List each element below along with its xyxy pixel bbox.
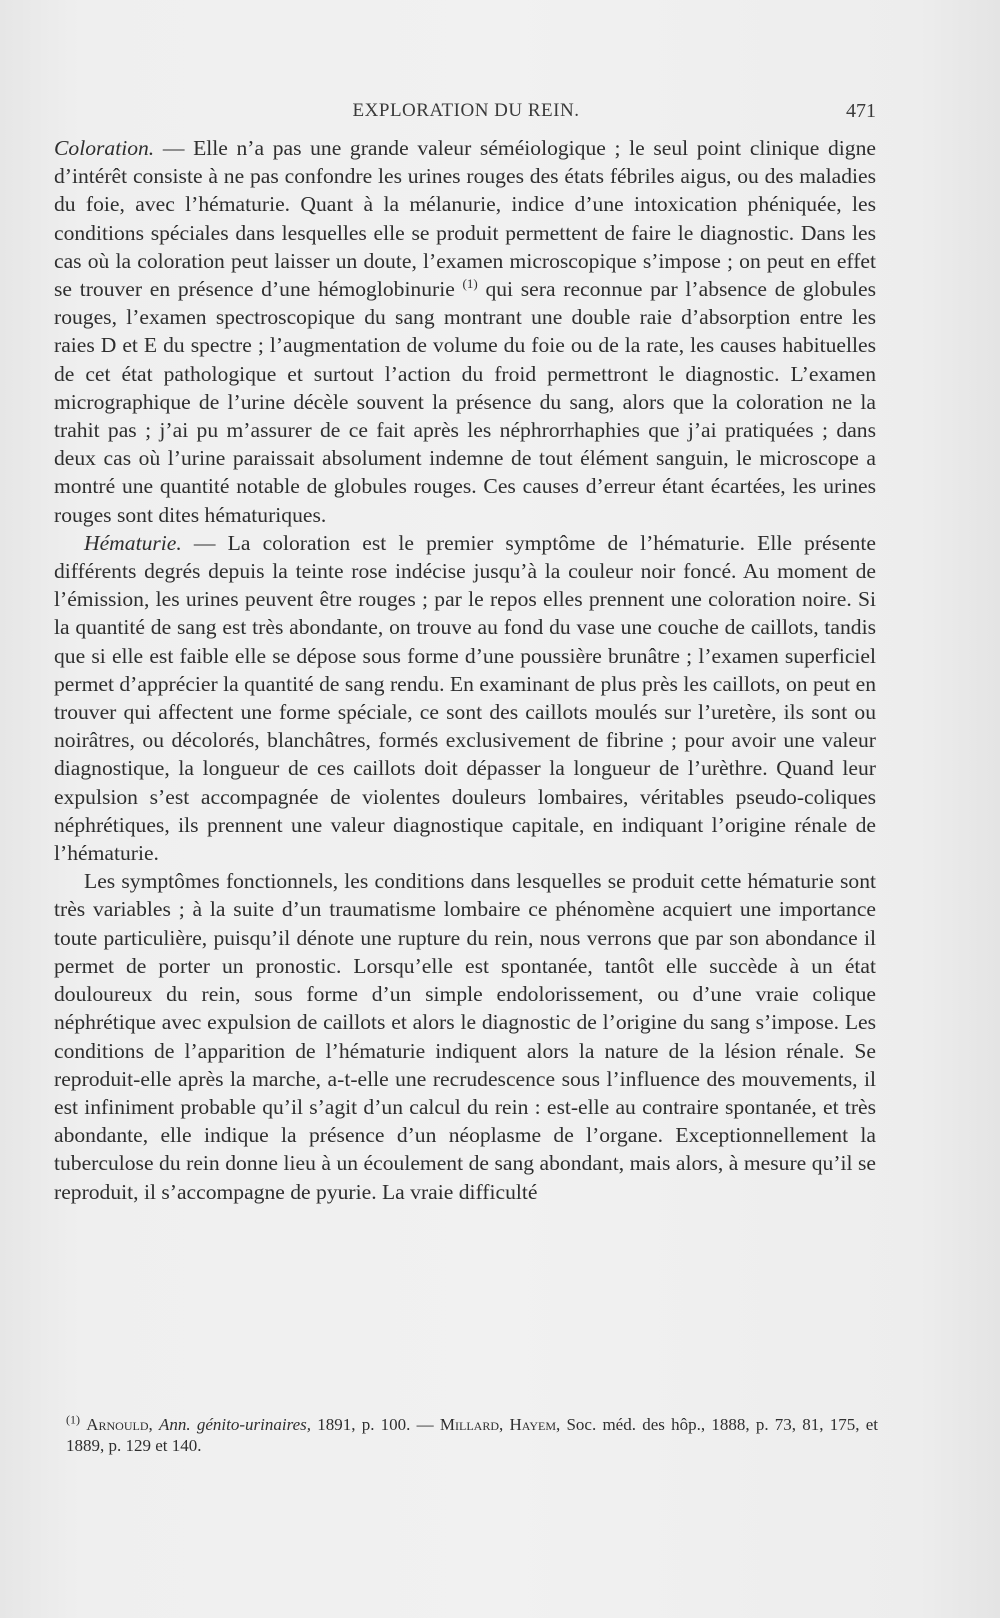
footnote-text: 1891, p. 100. — [310, 1415, 440, 1434]
paragraph-text: — La coloration est le premier symptôme de l’hématurie. Elle présente différents degrés depuis la teinte rose indécise jusqu’à la couleur noir foncé. Au moment de l’émission, les urines peuvent être rouges ; par le repos elles prennent une coloration noire. Si la quantité de sang est très abondante, on trouve au fond du vase une couche de caillots, tandis que si elle est faible elle se dépose sous forme d’une poussière brunâtre ; l’examen superficiel permet d’apprécier la quantité de sang rendu. En examinant de plus près les caillots, on peut en trouver qui affectent une forme spéciale, ce sont des caillots moulés sur l’uretère, ils sont ou noirâtres, ou décolorés, blanchâtres, formés exclusivement de fibrine ; pour avoir une valeur diagnostique, la longueur de ces caillots doit dépasser la longueur de l’urèthre. Quand leur expulsion s’est accompagnée de violentes douleurs lombaires, véritables pseudo-coliques néphrétiques, ils prennent une valeur diagnostique capitale, en indiquant l’origine rénale de l’hématurie. [54, 530, 876, 866]
running-title: EXPLORATION DU REIN. [352, 100, 580, 121]
paragraph-coloration [54, 134, 876, 529]
paragraph-hematurie [54, 529, 876, 867]
section-title-coloration: Coloration. [54, 136, 155, 160]
paragraph-text: Les symptômes fonctionnels, les conditions dans lesquelles se produit cette hématurie sont très variables ; à la suite d’un traumatisme lombaire ce phénomène acquiert une importance toute particulière, puisqu’il dénote une rupture du rein, nous verrons que par son abondance il permet de porter un pronostic. Lorsqu’elle est spontanée, tantôt elle succède à un état douloureux du rein, sous forme d’un simple endolorissement, ou d’une vraie colique néphrétique avec expulsion de caillots et alors le diagnostic de l’origine du sang s’impose. Les conditions de l’apparition de l’hématurie indiquent alors la nature de la lésion rénale. Se reproduit-elle après la marche, a-t-elle une recrudescence sous l’influence des mouvements, il est infiniment probable qu’il s’agit d’un calcul du rein : est-elle au contraire spontanée, et très abondante, elle indique la présence d’un néoplasme de l’organe. Exceptionnellement la tuberculose du rein donne lieu à un écoulement de sang abondant, mais alors, à mesure qu’il se reproduit, il s’accompagne de pyurie. La vraie difficulté [54, 869, 876, 1204]
section-title-hematurie: Hématurie. [84, 530, 182, 555]
paragraph-text-continued: qui sera reconnue par l’absence de globules rouges, l’examen spectroscopique du sang montrant une double raie d’absorption entre les raies D et E du spectre ; l’augmentation de volume du foie ou de la rate, les causes habituelles de cet état pathologique et surtout l’action du froid permettront le diagnostic. L’examen micrographique de l’urine décèle souvent la présence du sang, alors que la coloration ne la trahit pas ; j’ai pu m’assurer de ce fait après les néphrorrhaphies que j’ai pratiquées ; dans deux cas où l’urine paraissait absolument indemne de tout élément sanguin, le microscope a montré une quantité notable de globules rouges. Ces causes d’erreur étant écartées, les urines rouges sont dites hématuriques. [54, 277, 876, 527]
footnote-marker: (1) [66, 1412, 80, 1427]
page-header [56, 100, 876, 130]
page-number: 471 [846, 100, 876, 122]
paragraph-text: — Elle n’a pas une grande valeur séméiologique ; le seul point clinique digne d’intérêt consiste à ne pas confondre les urines rouges des états fébriles aigus, ou des maladies du foie, avec l’hématurie. Quant à la mélanurie, indice d’une intoxication phéniquée, les conditions spéciales dans lesquelles elle se produit permettent de faire le diagnostic. Dans les cas où la coloration peut laisser un doute, l’examen microscopique s’impose ; on peut en effet se trouver en présence d’une hémoglobinurie [54, 136, 876, 302]
footnote-author: Arnould, [86, 1415, 153, 1434]
footnote-text: Soc. méd. des hôp., 1888, p. 73, 81, 175, et 1889, p. 129 et 140. [66, 1415, 879, 1455]
body-text [54, 134, 876, 1206]
footnote [66, 1414, 878, 1456]
footnote-author: Millard, Hayem, [439, 1415, 561, 1434]
paragraph-symptomes [54, 867, 876, 1205]
footnote-journal-title: Ann. génito-urinaires, [159, 1415, 311, 1434]
footnote-reference: (1) [462, 275, 478, 291]
